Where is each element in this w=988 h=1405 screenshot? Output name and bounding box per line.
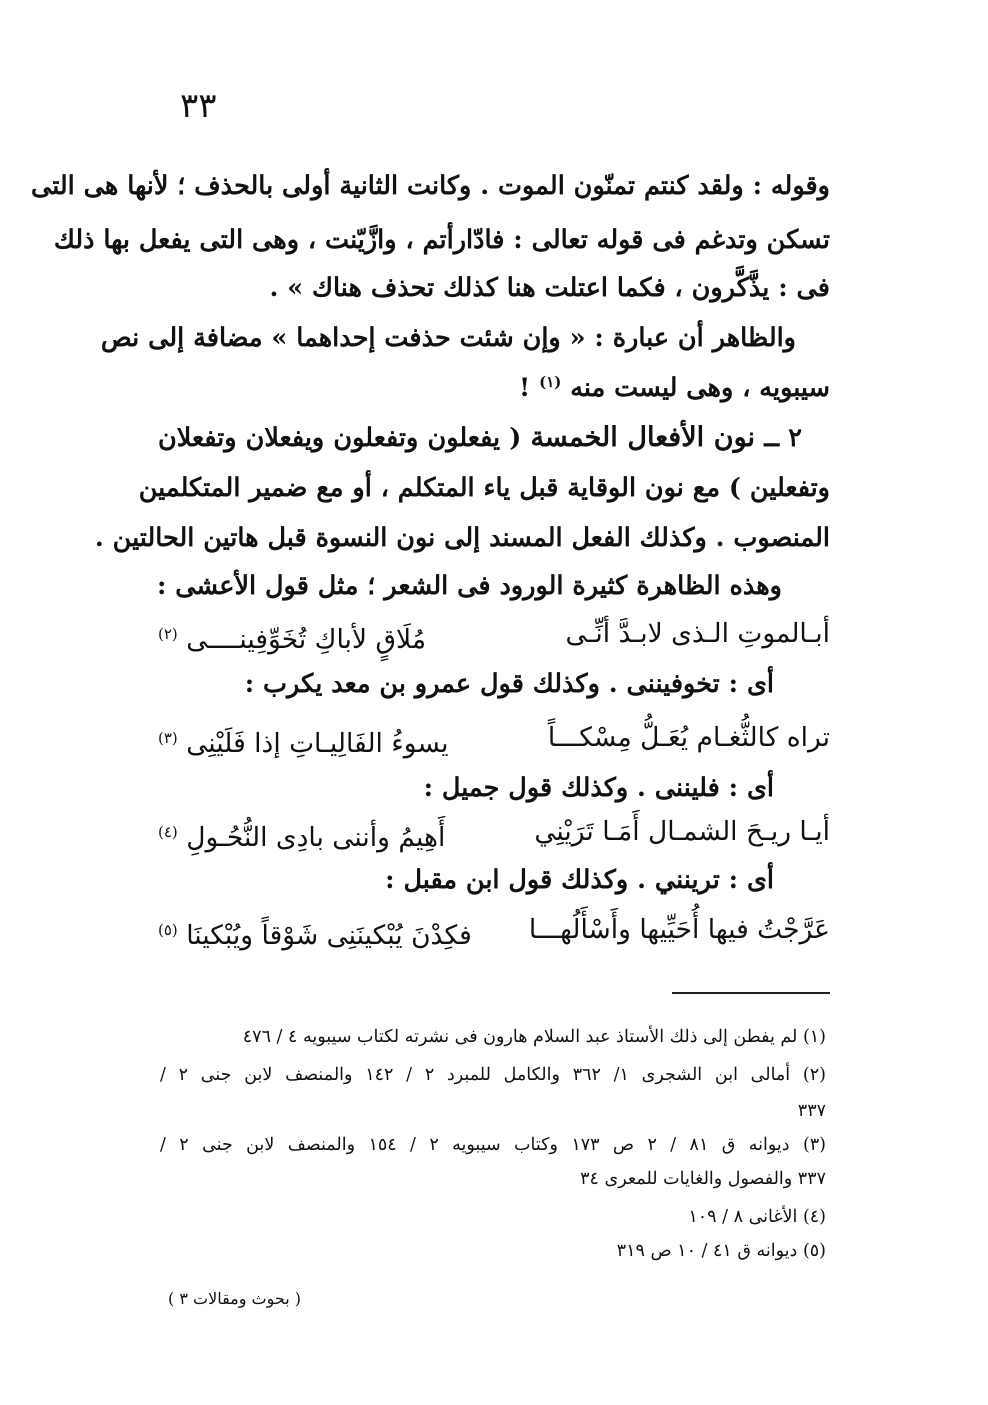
body-text: سيبويه ، وهى ليست منه [570,373,830,403]
footnote-ref: (٥) [158,921,178,939]
verse-text: أَهِيمُ وأننى بادِى النُّحُـولِ [186,822,446,853]
body-line: أى : ترينني . وكذلك قول ابن مقبل : [385,865,774,895]
body-line: تسكن وتدغم فى قوله تعالى : فادّارأتم ، وازَّيّنت ، وهى التى يفعل بها ذلك [53,225,830,255]
body-line: المنصوب . وكذلك الفعل المسند إلى نون النسوة قبل هاتين الحالتين . [94,523,830,553]
footnote [160,1130,826,1160]
footnote-continuation: ٣٣٧ [797,1101,826,1121]
footnote-ref: (٣) [158,729,178,747]
body-line: أى : فليننى . وكذلك قول جميل : [423,773,774,803]
series-note: ( بحوث ومقالات ٣ ) [168,1289,301,1308]
footnote [160,1060,826,1090]
poem-verse [158,810,830,854]
body-text: ! [519,373,531,403]
section-line [158,418,802,458]
footnote-text: ديوانه ق ٤١ / ١٠ ص ٣١٩ [616,1241,798,1261]
verse-text: مُلَاقٍ لأباكِ تُخَوِّفِينــــى [186,624,427,655]
section-heading: نون الأفعال الخمسة [530,422,756,453]
footnote-ref: (٢) [158,625,178,643]
page-number: ٣٣ [180,86,217,126]
section-text: ( يفعلون وتفعلون ويفعلان وتفعلان [158,423,522,453]
footnote-number: (٥) [802,1241,826,1261]
verse-text: يسوءُ الفَالِيـاتِ إذا فَلَيْنِى [186,728,449,759]
footnote-number: (٢) [802,1065,826,1085]
verse-second-hemistich [158,716,448,766]
footnote-number: (١) [802,1027,826,1047]
body-line: فى : يذَّكَّرون ، فكما اعتلت هنا كذلك تحذف هناك » . [269,273,830,303]
verse-first-hemistich: أيـا ريـحَ الشمـال أَمَـا تَرَيْنِي [534,816,830,847]
poem-verse [158,908,830,952]
body-line: وقوله : ولقد كنتم تمنّون الموت . وكانت الثانية أولى بالحذف ؛ لأنها هى التى [30,171,830,201]
body-line [519,362,830,408]
footnote-number: (٤) [802,1207,826,1227]
footnote [243,1022,826,1052]
verse-text: فكِدْنَ يُبْكينَنِى شَوْقاً ويُبْكينَا [186,920,472,951]
body-line: وهذه الظاهرة كثيرة الورود فى الشعر ؛ مثل قول الأعشى : [156,571,782,601]
footnote-text: لم يفطن إلى ذلك الأستاذ عبد السلام هارون فى نشرته لكتاب سيبويه ٤ / ٤٧٦ [242,1027,798,1047]
footnote-ref: (١) [539,373,562,391]
footnote-text: أمالى ابن الشجرى ١/ ٣٦٢ والكامل للمبرد ٢ / ١٤٢ والمنصف لابن جنى ٢ / [160,1065,791,1085]
poem-verse [158,612,830,656]
section-number: ٢ ــ [764,423,802,453]
body-line: أى : تخوفيننى . وكذلك قول عمرو بن معد يكرب : [244,669,774,699]
verse-second-hemistich [158,810,445,860]
verse-second-hemistich [158,908,472,958]
footnote-ref: (٤) [158,823,178,841]
footnote-text: الأغانى ٨ / ١٠٩ [688,1207,798,1227]
body-line: والظاهر أن عبارة : « وإن شئت حذفت إحداهما » مضافة إلى نص [100,323,796,353]
body-line: وتفعلين ) مع نون الوقاية قبل ياء المتكلم ، أو مع ضمير المتكلمين [138,473,830,503]
verse-first-hemistich: عَرَّجْتُ فيها أُحَيِّيها وأَسْأَلُهـــا [528,914,830,945]
footnote-continuation: ٣٣٧ والفصول والغايات للمعرى ٣٤ [580,1169,826,1189]
poem-verse [158,716,830,760]
footnote [617,1236,826,1266]
footnote-text: ديوانه ق ٨١ / ٢ ص ١٧٣ وكتاب سيبويه ٢ / ١٥٤ والمنصف لابن جنى ٢ / [160,1135,790,1155]
footnote-number: (٣) [802,1135,826,1155]
footnote-separator [672,992,830,994]
verse-second-hemistich [158,612,426,662]
verse-first-hemistich: تراه كالثُّغـام يُعَـلُّ مِسْكـــاً [547,722,830,753]
verse-first-hemistich: أبـالموتِ الـذى لابـدَّ أنِّـى [565,618,830,649]
footnote [688,1202,826,1232]
